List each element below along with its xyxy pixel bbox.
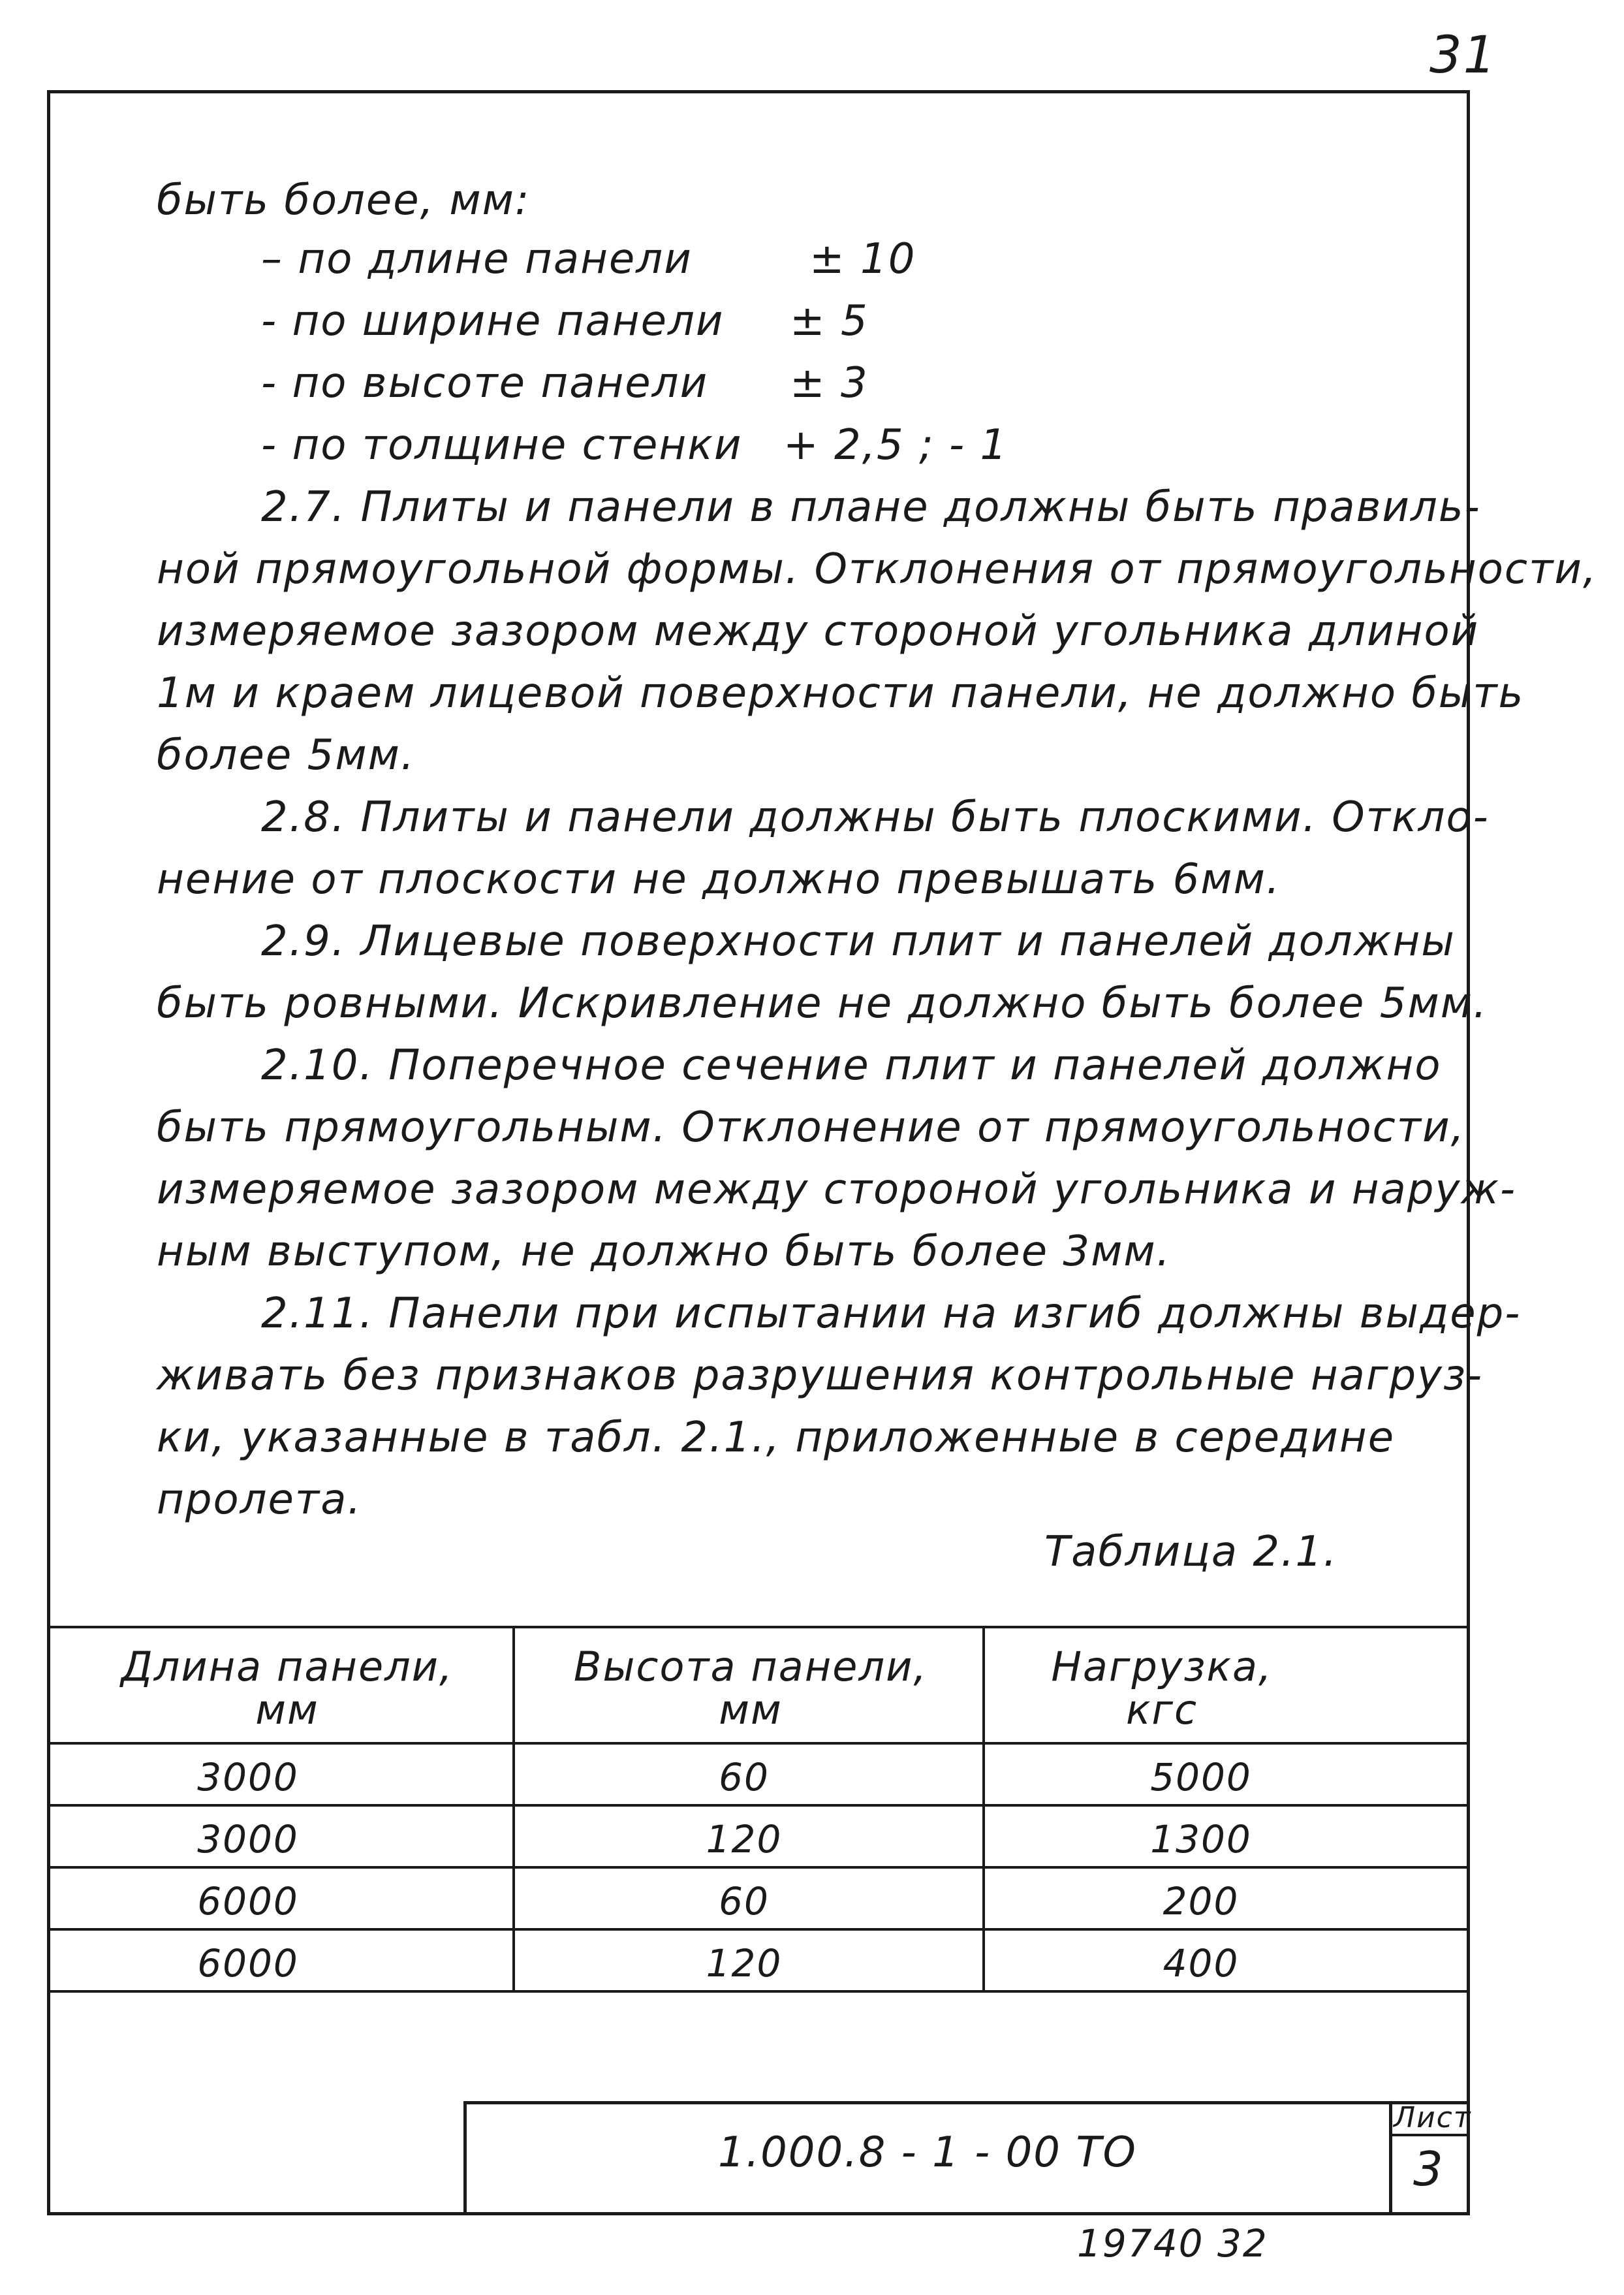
- text-line: пролета.: [157, 1476, 362, 1524]
- text-line: 2.11. Панели при испытании на изгиб должны выдер-: [261, 1290, 1522, 1338]
- table-cell-length: 3000: [197, 1817, 299, 1861]
- table-cell-load: 5000: [1150, 1755, 1252, 1799]
- table-cell-load: 1300: [1150, 1817, 1252, 1861]
- table-header-length: [78, 1645, 496, 1732]
- text-line: 2.8. Плиты и панели должны быть плоскими. Откло-: [261, 793, 1490, 842]
- table-row-rule: [50, 1928, 1467, 1931]
- text-line: нение от плоскости не должно превышать 6мм.: [157, 855, 1281, 904]
- table-column-divider: [512, 1626, 515, 1991]
- table-cell-load: 400: [1163, 1941, 1240, 1986]
- table-cell-length: 3000: [197, 1755, 299, 1799]
- table-cell-height: 60: [719, 1755, 770, 1799]
- sheet-label: Лист: [1394, 2101, 1472, 2134]
- text-line: 2.10. Поперечное сечение плит и панелей должно: [261, 1041, 1442, 1090]
- table-top-rule: [50, 1626, 1467, 1628]
- table-cell-height: 120: [706, 1817, 783, 1861]
- header-length-unit: мм: [255, 1686, 319, 1733]
- table-header-height: [522, 1645, 979, 1732]
- text-line: 2.7. Плиты и панели в плане должны быть правиль-: [261, 483, 1481, 531]
- tolerance-value: ± 3: [790, 359, 869, 407]
- table-row-rule: [50, 1804, 1467, 1807]
- header-height-unit: мм: [719, 1686, 783, 1733]
- archive-number: 19740 32: [1077, 2221, 1268, 2266]
- text-line: более 5мм.: [157, 731, 416, 780]
- header-height-title: Высота панели,: [573, 1643, 928, 1690]
- tolerance-label: - по высоте панели: [261, 359, 709, 407]
- header-load-title: Нагрузка,: [1051, 1643, 1273, 1690]
- tolerance-label: - по ширине панели: [261, 297, 725, 345]
- table-cell-height: 120: [706, 1941, 783, 1986]
- tolerance-label: - по толщине стенки: [261, 421, 743, 469]
- text-line: 1м и краем лицевой поверхности панели, не должно быть: [157, 669, 1525, 718]
- table-cell-length: 6000: [197, 1879, 299, 1923]
- table-caption: Таблица 2.1.: [1044, 1528, 1338, 1576]
- text-line: быть ровными. Искривление не должно быть более 5мм.: [157, 979, 1488, 1028]
- table-row-rule: [50, 1866, 1467, 1869]
- table-bottom-rule: [50, 1990, 1467, 1993]
- intro-line: быть более, мм:: [157, 176, 531, 225]
- table-cell-height: 60: [719, 1879, 770, 1923]
- text-line: ки, указанные в табл. 2.1., приложенные в середине: [157, 1414, 1396, 1462]
- text-line: 2.9. Лицевые поверхности плит и панелей должны: [261, 917, 1456, 966]
- header-load-unit: кгс: [1125, 1686, 1198, 1733]
- text-line: ной прямоугольной формы. Отклонения от прямоугольности,: [157, 545, 1598, 594]
- table-column-divider: [982, 1626, 985, 1991]
- sheet-number: 3: [1413, 2142, 1444, 2196]
- header-length-title: Длина панели,: [121, 1643, 454, 1690]
- tolerance-label: – по длине панели: [261, 235, 693, 283]
- tolerance-value: ± 10: [809, 235, 916, 283]
- text-line: измеряемое зазором между стороной угольника и наруж-: [157, 1165, 1517, 1214]
- page-number: 31: [1429, 26, 1497, 85]
- text-line: измеряемое зазором между стороной угольника длиной: [157, 607, 1480, 656]
- tolerance-value: + 2,5 ; - 1: [783, 421, 1008, 469]
- table-cell-load: 200: [1163, 1879, 1240, 1923]
- text-line: ным выступом, не должно быть более 3мм.: [157, 1227, 1172, 1276]
- text-line: быть прямоугольным. Отклонение от прямоугольности,: [157, 1103, 1465, 1152]
- table-cell-length: 6000: [197, 1941, 299, 1986]
- table-header-load: [992, 1645, 1332, 1732]
- tolerance-value: ± 5: [790, 297, 869, 345]
- document-code: 1.000.8 - 1 - 00 ТО: [718, 2129, 1137, 2177]
- text-line: живать без признаков разрушения контрольные нагруз-: [157, 1352, 1484, 1400]
- table-header-rule: [50, 1742, 1467, 1745]
